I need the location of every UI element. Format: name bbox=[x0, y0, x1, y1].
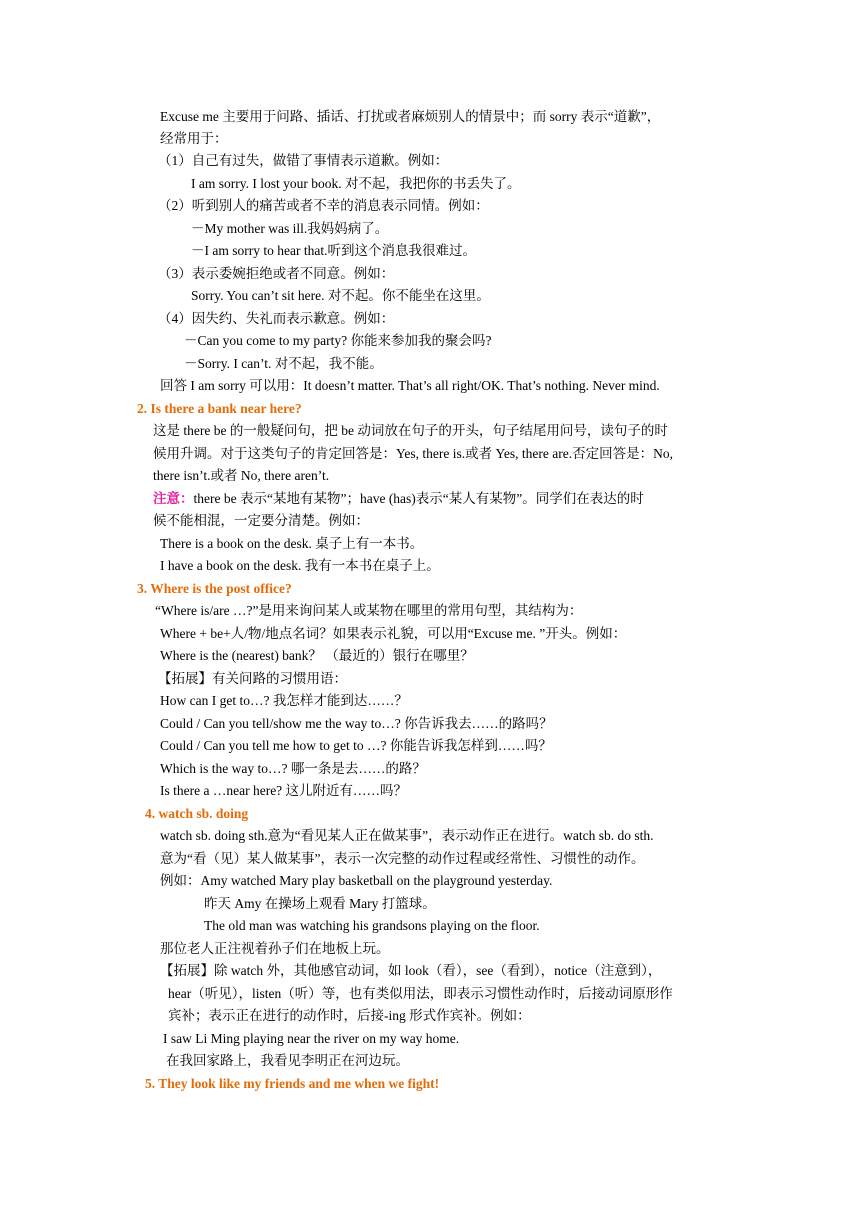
section-5-heading: 5. They look like my friends and me when we fight! bbox=[145, 1076, 440, 1091]
case-title: （3）表示委婉拒绝或者不同意。例如： bbox=[158, 266, 395, 281]
example-sentence: 例如：Amy watched Mary play basketball on the playground yesterday. bbox=[160, 873, 553, 888]
example-sentence: －Can you come to my party? 你能来参加我的聚会吗? bbox=[184, 333, 492, 348]
example-sentence: The old man was watching his grandsons playing on the floor. bbox=[204, 918, 540, 933]
example-sentence: －I am sorry to hear that.听到这个消息我很难过。 bbox=[191, 243, 476, 258]
phrase-line: Is there a …near here? 这儿附近有……吗？ bbox=[160, 783, 408, 798]
paragraph-line: there isn’t.或者 No, there aren’t. bbox=[153, 468, 330, 483]
example-sentence: －My mother was ill.我妈妈病了。 bbox=[191, 221, 389, 236]
example-sentence: There is a book on the desk. 桌子上有一本书。 bbox=[160, 536, 424, 551]
intro-line: Excuse me 主要用于问路、插话、打扰或者麻烦别人的情景中；而 sorry 表示“道歉”， bbox=[160, 109, 661, 124]
example-translation: 昨天 Amy 在操场上观看 Mary 打篮球。 bbox=[204, 896, 436, 911]
example-sentence: －Sorry. I can’t. 对不起，我不能。 bbox=[184, 356, 383, 371]
paragraph-line: “Where is/are …?”是用来询问某人或某物在哪里的常用句型，其结构为： bbox=[155, 603, 583, 618]
section-3-heading: 3. Where is the post office? bbox=[137, 581, 292, 596]
intro-line: 经常用于： bbox=[160, 131, 228, 146]
paragraph-line: 这是 there be 的一般疑问句，把 be 动词放在句子的开头，句子结尾用问号，读句子的时 bbox=[153, 423, 668, 438]
extension-line: 【拓展】除 watch 外，其他感官动词，如 look（看），see（看到），notice（注意到）， bbox=[160, 963, 662, 978]
example-sentence: I saw Li Ming playing near the river on my way home. bbox=[163, 1031, 460, 1046]
note-line bbox=[153, 490, 644, 508]
phrase-line: Which is the way to…? 哪一条是去……的路？ bbox=[160, 761, 426, 776]
extension-line: 宾补；表示正在进行的动作时，后接-ing 形式作宾补。例如： bbox=[168, 1008, 531, 1023]
phrase-line: Could / Can you tell/show me the way to…? 你告诉我去……的路吗？ bbox=[160, 716, 553, 731]
paragraph-line: 意为“看（见）某人做某事”，表示一次完整的动作过程或经常性、习惯性的动作。 bbox=[160, 851, 645, 866]
extension-line: hear（听见），listen（听）等，也有类似用法，即表示习惯性动作时，后接动词原形作 bbox=[168, 986, 673, 1001]
reply-line: 回答 I am sorry 可以用：It doesn’t matter. That’s all right/OK. That’s nothing. Never mind. bbox=[160, 378, 660, 393]
paragraph-line: 候用升调。对于这类句子的肯定回答是：Yes, there is.或者 Yes, there are.否定回答是：No, bbox=[153, 446, 673, 461]
note-label: 注意： bbox=[153, 491, 194, 506]
section-4-heading: 4. watch sb. doing bbox=[145, 806, 249, 821]
example-sentence: Where is the (nearest) bank？ （最近的）银行在哪里？ bbox=[160, 648, 474, 663]
case-title: （4）因失约、失礼而表示歉意。例如： bbox=[158, 311, 395, 326]
section-2-heading: 2. Is there a bank near here? bbox=[137, 401, 302, 416]
example-sentence: I have a book on the desk. 我有一本书在桌子上。 bbox=[160, 558, 440, 573]
paragraph-line: 候不能相混，一定要分清楚。例如： bbox=[153, 513, 369, 528]
example-translation: 那位老人正注视着孙子们在地板上玩。 bbox=[160, 941, 390, 956]
case-title: （2）听到别人的痛苦或者不幸的消息表示同情。例如： bbox=[158, 198, 489, 213]
example-translation: 在我回家路上，我看见李明正在河边玩。 bbox=[166, 1053, 409, 1068]
extension-title: 【拓展】有关问路的习惯用语： bbox=[158, 671, 347, 686]
paragraph-line: Where + be+人/物/地点名词？如果表示礼貌，可以用“Excuse me. ”开头。例如： bbox=[160, 626, 627, 641]
paragraph-line: watch sb. doing sth.意为“看见某人正在做某事”，表示动作正在进行。watch sb. do sth. bbox=[160, 828, 654, 843]
note-text: there be 表示“某地有某物”；have (has)表示“某人有某物”。同学们在表达的时 bbox=[193, 491, 644, 506]
example-sentence: I am sorry. I lost your book. 对不起，我把你的书丢失了。 bbox=[191, 176, 521, 191]
phrase-line: How can I get to…? 我怎样才能到达……？ bbox=[160, 693, 408, 708]
case-title: （1）自己有过失，做错了事情表示道歉。例如： bbox=[158, 153, 449, 168]
phrase-line: Could / Can you tell me how to get to …? 你能告诉我怎样到……吗？ bbox=[160, 738, 552, 753]
example-sentence: Sorry. You can’t sit here. 对不起。你不能坐在这里。 bbox=[191, 288, 490, 303]
